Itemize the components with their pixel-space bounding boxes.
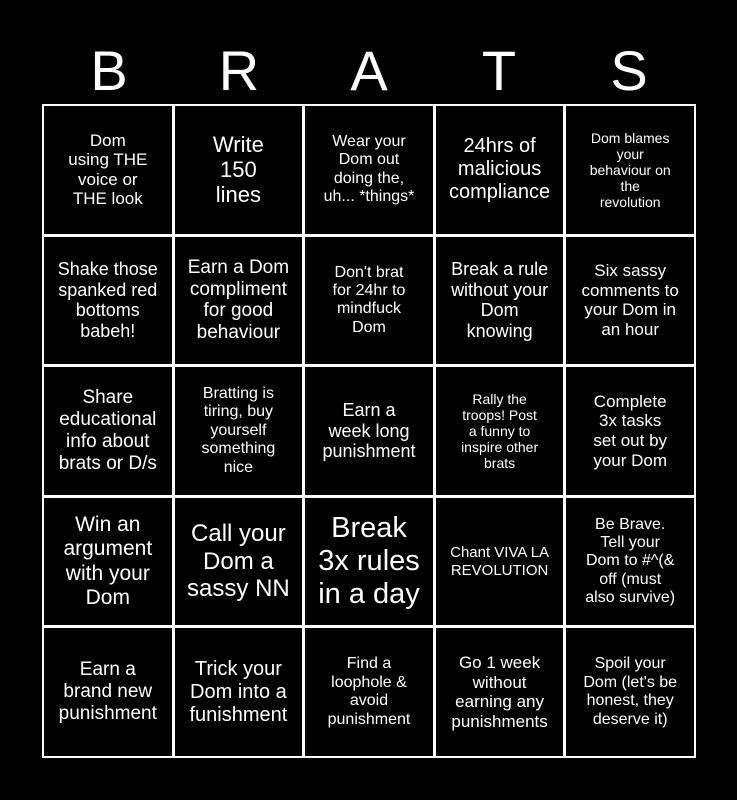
bingo-cell-text: Don't brat for 24hr to mindfuck Dom <box>332 263 406 336</box>
bingo-cell-r1c2[interactable] <box>175 106 303 234</box>
bingo-cell-text: Complete 3x tasks set out by your Dom <box>593 391 668 470</box>
bingo-cell-r5c4[interactable] <box>436 628 564 756</box>
bingo-cell-r2c2[interactable] <box>175 237 303 365</box>
bingo-cell-text: Dom blames your behaviour on the revolution <box>589 129 671 210</box>
bingo-cell-r5c5[interactable] <box>566 628 694 756</box>
bingo-cell-text: Call your Dom a sassy NN <box>187 520 290 603</box>
header-letter-b: B <box>90 39 128 102</box>
bingo-cell-r5c1[interactable] <box>44 628 172 756</box>
bingo-cell-r2c3[interactable] <box>305 237 433 365</box>
bingo-cell-r3c1[interactable] <box>44 367 172 495</box>
header-letter-t: T <box>481 39 517 102</box>
bingo-cell-r3c3[interactable] <box>305 367 433 495</box>
bingo-cell-r3c4[interactable] <box>436 367 564 495</box>
bingo-cell-text: Win an argument with your Dom <box>63 513 153 609</box>
bingo-cell-r4c3[interactable] <box>305 498 433 626</box>
bingo-cell-r5c2[interactable] <box>175 628 303 756</box>
bingo-cell-text: Write 150 lines <box>212 131 264 208</box>
bingo-cell-text: Bratting is tiring, buy yourself something nice <box>201 385 276 476</box>
header-letter-s: S <box>610 39 648 102</box>
bingo-cell-r4c1[interactable] <box>44 498 172 626</box>
bingo-cell-text: Spoil your Dom (let's be honest, they deserve it) <box>583 655 678 728</box>
bingo-cell-r5c3[interactable] <box>305 628 433 756</box>
bingo-cell-text: 24hrs of malicious compliance <box>449 135 551 204</box>
bingo-cell-text: Earn a week long punishment <box>322 399 416 462</box>
bingo-cell-r1c1[interactable] <box>44 106 172 234</box>
bingo-cell-text: Dom using THE voice or THE look <box>68 130 148 209</box>
bingo-cell-r4c4[interactable] <box>436 498 564 626</box>
bingo-cell-text: Be Brave. Tell your Dom to #^(& off (must also survive) <box>585 515 676 607</box>
bingo-cell-r2c4[interactable] <box>436 237 564 365</box>
header-letter-r: R <box>218 39 260 102</box>
bingo-cell-text: Break 3x rules in a day <box>318 511 420 611</box>
bingo-cell-r2c1[interactable] <box>44 237 172 365</box>
bingo-cell-text: Trick your Dom into a funishment <box>189 657 288 726</box>
bingo-cell-text: Earn a brand new punishment <box>58 659 157 725</box>
bingo-cell-r1c3[interactable] <box>305 106 433 234</box>
bingo-cell-text: Go 1 week without earning any punishments <box>451 653 548 731</box>
bingo-cell-r2c5[interactable] <box>566 237 694 365</box>
bingo-grid <box>42 104 696 758</box>
bingo-cell-r1c5[interactable] <box>566 106 694 234</box>
bingo-cell-text: Earn a Dom compliment for good behaviour <box>187 256 290 344</box>
bingo-cell-r3c5[interactable] <box>566 367 694 495</box>
bingo-cell-text: Find a loophole & avoid punishment <box>327 655 411 728</box>
bingo-cell-text: Break a rule without your Dom knowing <box>451 259 549 342</box>
bingo-cell-text: Share educational info about brats or D/s <box>58 387 157 474</box>
bingo-cell-r4c2[interactable] <box>175 498 303 626</box>
header-letter-a: A <box>350 39 388 102</box>
bingo-header <box>44 38 694 104</box>
bingo-cell-text: Six sassy comments to your Dom in an hour <box>581 261 679 339</box>
bingo-cell-r1c4[interactable] <box>436 106 564 234</box>
bingo-cell-r3c2[interactable] <box>175 367 303 495</box>
bingo-cell-text: Shake those spanked red bottoms babeh! <box>57 259 158 342</box>
bingo-cell-r4c5[interactable] <box>566 498 694 626</box>
bingo-cell-text: Rally the troops! Post a funny to inspire other brats <box>461 390 539 472</box>
bingo-cell-text: Wear your Dom out doing the, uh... *things* <box>323 133 415 206</box>
bingo-cell-text: Chant VIVA LA REVOLUTION <box>450 544 550 579</box>
